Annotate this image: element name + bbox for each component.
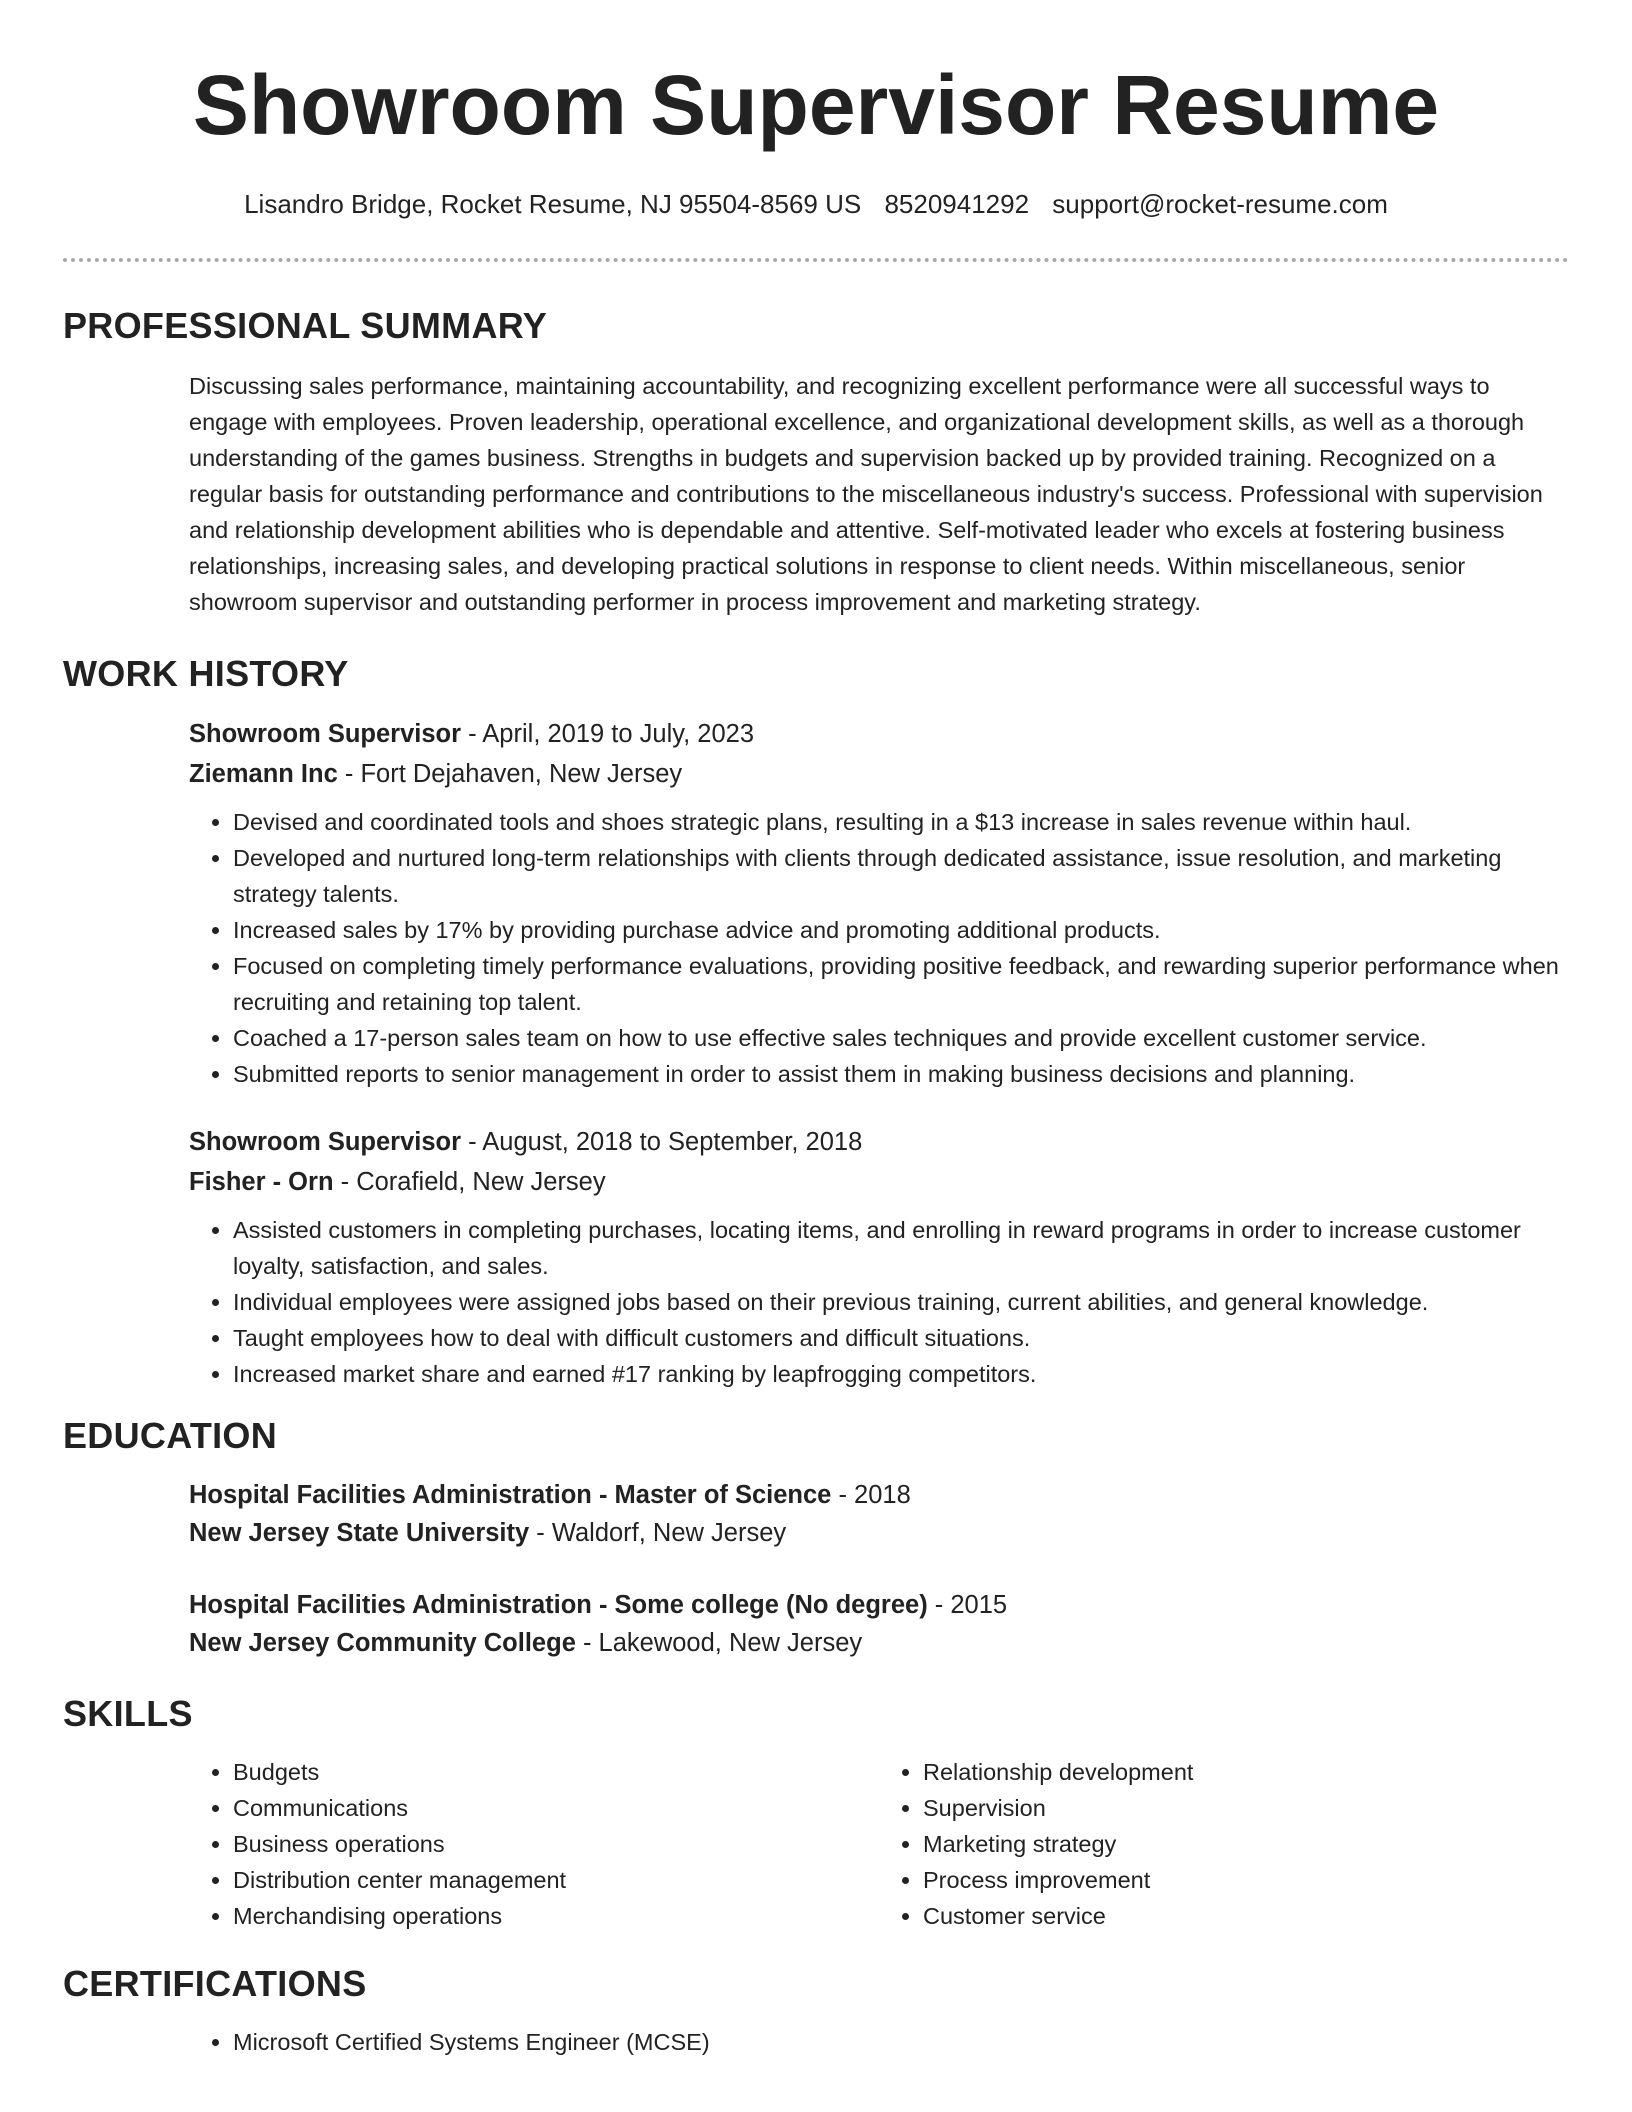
skills-list-left <box>189 1754 879 1934</box>
education-school: New Jersey Community College <box>189 1629 576 1657</box>
education-degree-line <box>189 1476 1569 1514</box>
list-item: • Merchandising operations <box>233 1898 879 1934</box>
job-location: - Corafield, New Jersey <box>333 1168 606 1196</box>
job-bullets <box>189 1212 1569 1392</box>
contact-address: Lisandro Bridge, Rocket Resume, NJ 95504-8569 US <box>244 189 862 219</box>
list-item: • Increased market share and earned #17 ranking by leapfrogging competitors. <box>233 1356 1569 1392</box>
page-title: Showroom Supervisor Resume <box>192 58 1440 152</box>
job-title: Showroom Supervisor <box>189 720 462 748</box>
list-item: • Assisted customers in completing purchases, locating items, and enrolling in reward programs in order to increase customer loyalty, satisfaction, and sales. <box>233 1212 1569 1284</box>
list-item: • Process improvement <box>923 1862 1569 1898</box>
list-item: • Increased sales by 17% by providing purchase advice and promoting additional products. <box>233 912 1569 948</box>
job-title: Showroom Supervisor <box>189 1128 462 1156</box>
education-heading: EDUCATION <box>63 1415 278 1456</box>
certifications-heading: CERTIFICATIONS <box>63 1963 367 2004</box>
education-degree: Hospital Facilities Administration - Some college (No degree) <box>189 1591 928 1619</box>
contact-phone: 8520941292 <box>884 189 1030 219</box>
job-title-line <box>189 1122 1569 1162</box>
job-location: - Fort Dejahaven, New Jersey <box>337 760 683 788</box>
certifications-list <box>189 2024 1569 2060</box>
list-item: • Devised and coordinated tools and shoes strategic plans, resulting in a $13 increase in sales revenue within haul. <box>233 804 1569 840</box>
work-section <box>0 652 1632 1392</box>
certifications-section <box>0 1962 1632 2060</box>
list-item: • Supervision <box>923 1790 1569 1826</box>
job-company: Fisher - Orn <box>189 1168 334 1196</box>
list-item: • Focused on completing timely performance evaluations, providing positive feedback, and rewarding superior performance when recruiting and retaining top talent. <box>233 948 1569 1020</box>
list-item: • Microsoft Certified Systems Engineer (MCSE) <box>233 2024 1569 2060</box>
job-entry <box>63 714 1569 1092</box>
education-year: - 2018 <box>831 1481 911 1509</box>
list-item: • Customer service <box>923 1898 1569 1934</box>
job-dates: - August, 2018 to September, 2018 <box>461 1128 863 1156</box>
skills-list-right <box>879 1754 1569 1934</box>
job-entry <box>63 1122 1569 1392</box>
work-heading: WORK HISTORY <box>63 653 349 694</box>
header-divider <box>63 258 1569 262</box>
job-company-line <box>189 754 1569 794</box>
education-year: - 2015 <box>927 1591 1008 1619</box>
summary-text: Discussing sales performance, maintaining accountability, and recognizing excellent performance were all successful ways to engage with employees. Proven leadership, operational excellence, and organizational development skills, as well as a thorough understanding of the games business. Strengths in budgets and supervision backed up by provided training. Recognized on a regular basis for outstanding performance and contributions to the miscellaneous industry's success. Professional with supervision and relationship development abilities who is dependable and attentive. Self-motivated leader who excels at fostering business relationships, increasing sales, and developing practical solutions in response to client needs. Within miscellaneous, senior showroom supervisor and outstanding performer in process improvement and marketing strategy. <box>189 373 1543 615</box>
education-location: - Waldorf, New Jersey <box>529 1519 787 1547</box>
job-company: Ziemann Inc <box>189 760 338 788</box>
job-bullets <box>189 804 1569 1092</box>
list-item: • Coached a 17-person sales team on how to use effective sales techniques and provide excellent customer service. <box>233 1020 1569 1056</box>
summary-section <box>0 304 1632 620</box>
education-entry <box>63 1476 1569 1552</box>
education-school: New Jersey State University <box>189 1519 530 1547</box>
list-item: • Submitted reports to senior management in order to assist them in making business decisions and planning. <box>233 1056 1569 1092</box>
education-section <box>0 1414 1632 1662</box>
education-entry <box>63 1586 1569 1662</box>
list-item: • Budgets <box>233 1754 879 1790</box>
contact-line <box>0 188 1632 220</box>
education-degree-line <box>189 1586 1569 1624</box>
skills-section <box>0 1692 1632 1934</box>
job-title-line <box>189 714 1569 754</box>
education-location: - Lakewood, New Jersey <box>575 1629 863 1657</box>
skills-heading: SKILLS <box>63 1693 193 1734</box>
education-school-line <box>189 1514 1569 1552</box>
contact-email: support@rocket-resume.com <box>1052 189 1388 219</box>
list-item: • Marketing strategy <box>923 1826 1569 1862</box>
list-item: • Business operations <box>233 1826 879 1862</box>
list-item: • Communications <box>233 1790 879 1826</box>
list-item: • Individual employees were assigned jobs based on their previous training, current abilities, and general knowledge. <box>233 1284 1569 1320</box>
list-item: • Developed and nurtured long-term relationships with clients through dedicated assistance, issue resolution, and marketing strategy talents. <box>233 840 1569 912</box>
job-dates: - April, 2019 to July, 2023 <box>461 720 754 748</box>
list-item: • Distribution center management <box>233 1862 879 1898</box>
job-company-line <box>189 1162 1569 1202</box>
list-item: • Relationship development <box>923 1754 1569 1790</box>
summary-heading: PROFESSIONAL SUMMARY <box>63 305 548 346</box>
list-item: • Taught employees how to deal with difficult customers and difficult situations. <box>233 1320 1569 1356</box>
education-degree: Hospital Facilities Administration - Master of Science <box>189 1481 832 1509</box>
education-school-line <box>189 1624 1569 1662</box>
